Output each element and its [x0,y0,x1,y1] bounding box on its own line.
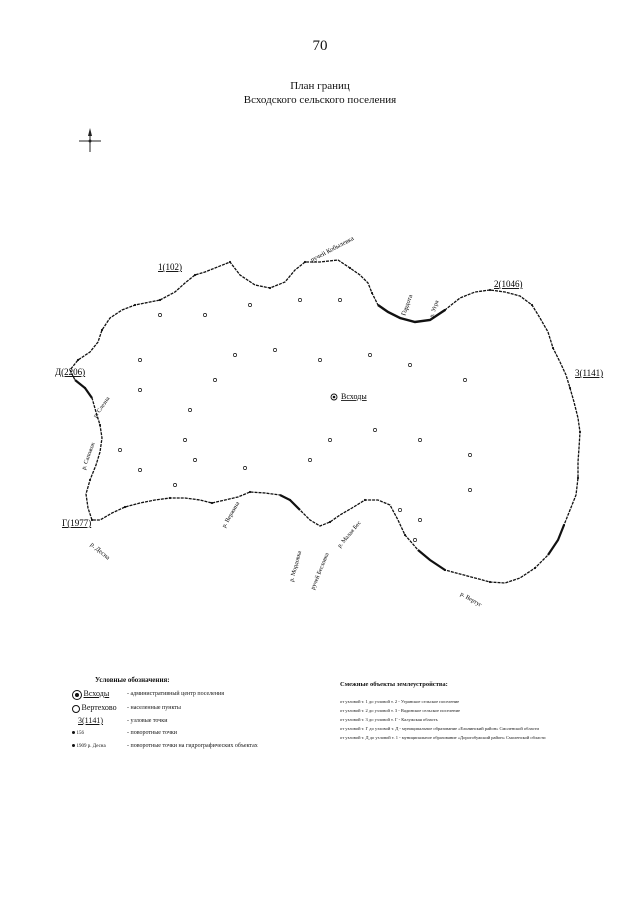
node-label-3: 3(1141) [575,368,604,378]
legend-symbol: 1909 р. Десна [76,744,106,749]
adjacency-item: от узловой т. 1 до узловой т. 2 - Угранское сельское поселение [340,699,460,704]
node-label-1: 1(102) [158,262,182,272]
admin-center-marker [331,394,337,400]
admin-center-label: Всходы [341,392,367,401]
legend-symbol: 156 [76,731,84,736]
legend-row [72,703,181,713]
node-label-d: Д(2206) [55,367,86,377]
legend-text: - населенные пункты [127,705,181,711]
node-label-2: 2(1046) [494,279,523,289]
adjacency-item: от узловой т. Д до узловой т. 1 - муниципальное образование «Дорогобужский район» Смоленской области [340,735,546,740]
boundary-line [70,260,580,583]
legend-row [72,743,258,749]
river-segment [280,495,300,510]
legend-symbol: Всходы [83,689,110,698]
legend-title: Условные обозначения: [95,676,170,684]
legend-text: - поворотные точки на гидрографических объектах [127,743,258,749]
legend-row [78,716,168,725]
river-label: ручей Бесховка [310,552,331,591]
river-label: р. Сапожок [81,441,97,471]
adjacency-title: Смежные объекты землеустройства: [340,681,448,688]
legend-symbol: 3(1141) [78,716,104,725]
river-point-icon [72,744,75,747]
settlement-icon [72,705,80,713]
compass-rose-icon [79,128,101,152]
adjacency-item: от узловой т. Г до узловой т. Д - муниципальное образование «Ельнинский район» Смоленской области [340,726,539,731]
page-number: 70 [312,38,328,54]
node-label-g: Г(1977) [62,518,92,528]
plan-subtitle: Всходского сельского поселения [243,94,397,106]
admin-center-icon [72,690,82,700]
adjacency-item: от узловой т. 3 до узловой т. Г - Калужская область [340,717,438,722]
legend-row [72,689,225,700]
river-segment [75,380,92,398]
turning-point-icon [72,731,75,734]
river-label: Гордота [400,293,415,317]
plan-title: План границ [290,80,350,92]
river-label: р. Вержина [221,500,242,529]
river-label: р. Мордовка [289,550,304,583]
river-label: р. Угра [429,299,441,319]
river-label: ручей Кобылевка [309,235,356,264]
river-label: р. Десна [88,541,112,562]
river-label: р. Малая Бес [336,520,363,550]
legend-symbol: Вертехово [81,703,117,712]
river-segment [548,525,564,555]
legend-text: - административный центр поселения [127,691,225,697]
legend-text: - поворотные точки [127,730,177,736]
river-label: р. Слезна [92,396,112,420]
turning-points [77,261,581,583]
legend-row [72,730,177,736]
legend-text: - узловые точки [127,718,168,724]
river-segment [418,550,445,570]
adjacency-item: от узловой т. 2 до узловой т. 3 - Вадинское сельское поселение [340,708,460,713]
river-label: р. Вертуг [459,591,483,609]
